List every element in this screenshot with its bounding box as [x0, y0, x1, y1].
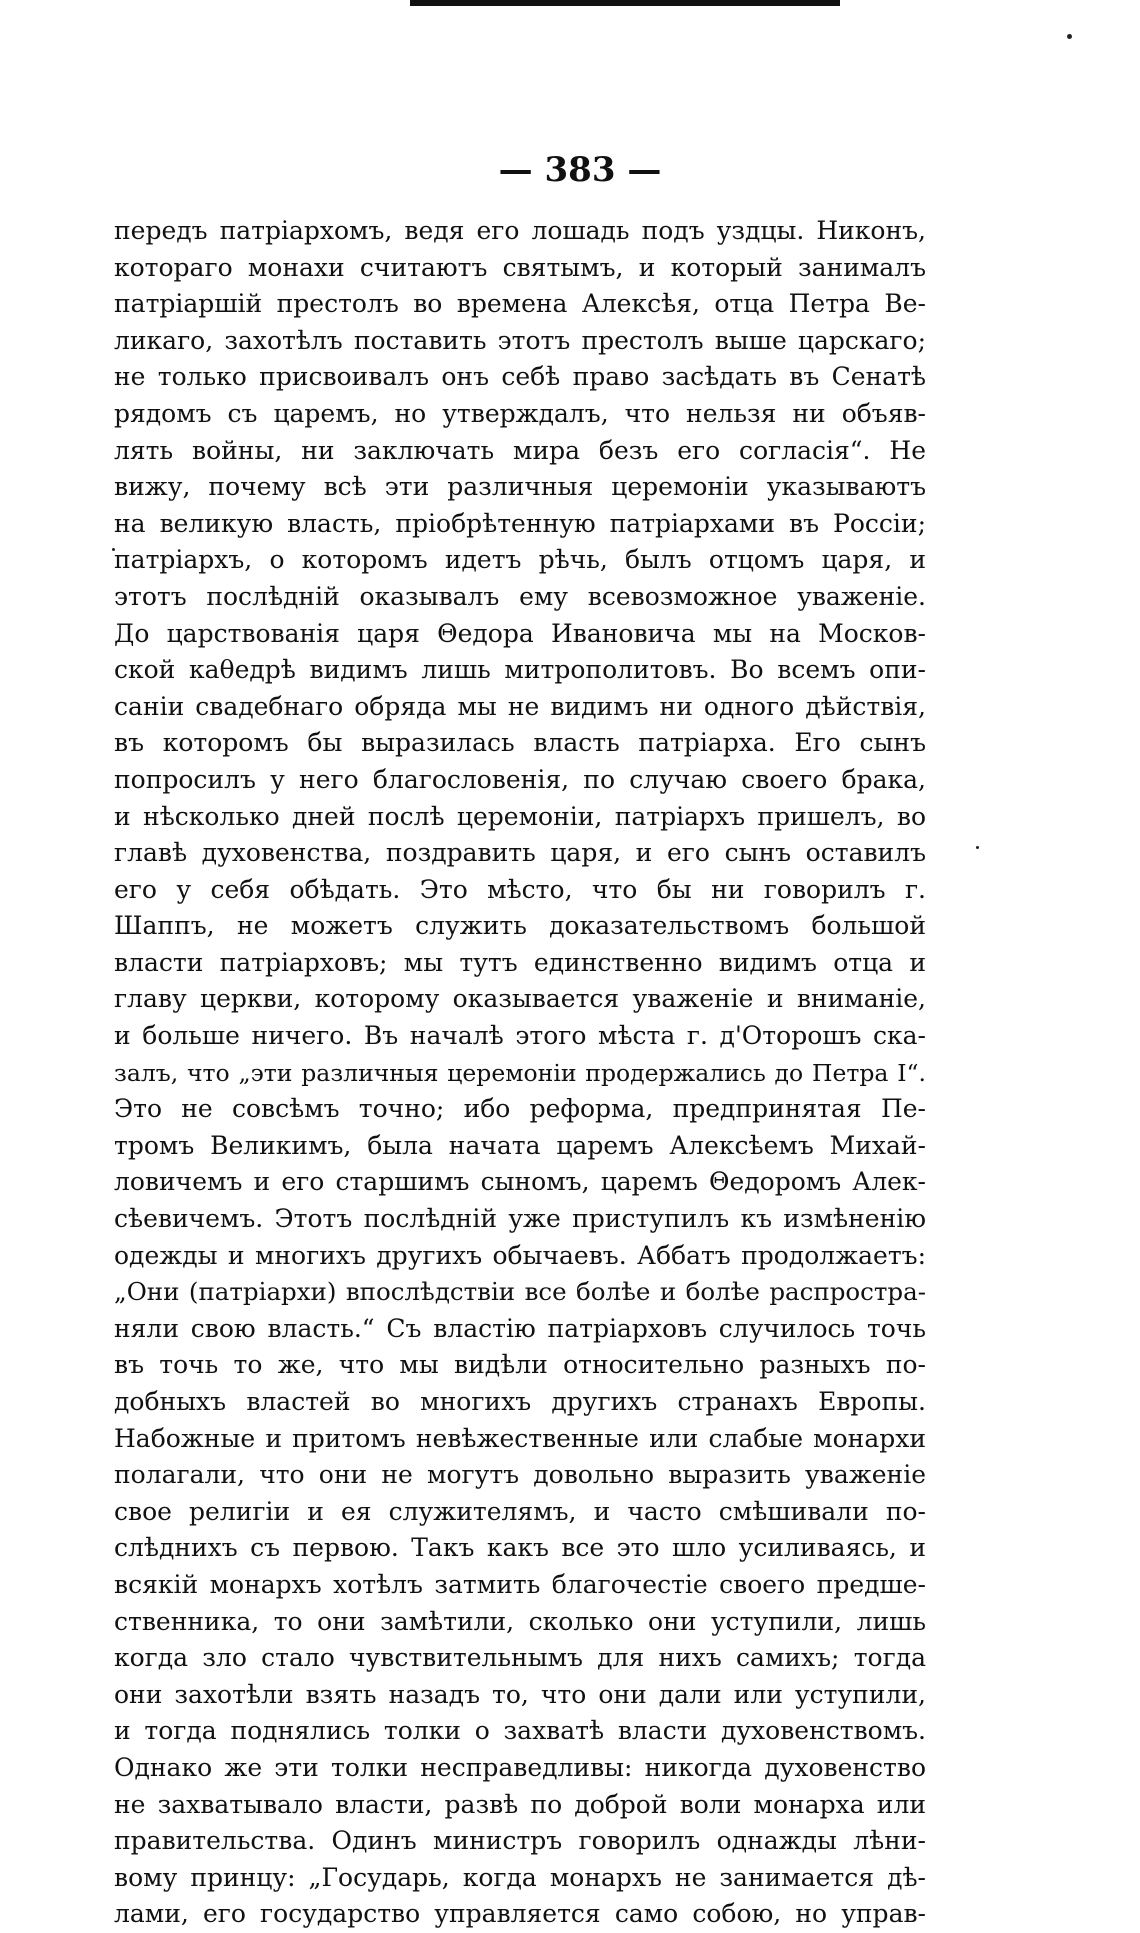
text-line: няли свою власть.“ Съ властію патріарховъ случилось точь	[114, 1313, 926, 1343]
text-line: передъ патріархомъ, ведя его лошадь подъ уздцы. Никонъ,	[114, 216, 926, 245]
text-line: вому принцу: „Государь, когда монархъ не занимается дѣ-	[114, 1862, 926, 1892]
text-line: полагали, что они не могутъ довольно выразить уваженіе	[114, 1460, 926, 1490]
text-line: этотъ послѣдній оказывалъ ему всевозможное уваженіе.	[114, 581, 926, 611]
text-line: лять войны, ни заключать мира безъ его согласія“. Не	[114, 435, 926, 465]
text-line: Это не совсѣмъ точно; ибо реформа, предпринятая Пе-	[114, 1094, 926, 1124]
text-line: ственника, то они замѣтили, сколько они уступили, лишь	[114, 1606, 926, 1636]
scan-speck	[1067, 34, 1072, 39]
text-line: и тогда поднялись толки о захватѣ власти духовенствомъ.	[114, 1716, 926, 1746]
text-line: добныхъ властей во многихъ другихъ странахъ Европы.	[114, 1387, 926, 1416]
text-line: попросилъ у него благословенія, по случаю своего брака,	[114, 764, 926, 794]
text-line: свое религіи и ея служителямъ, и часто смѣшивали по-	[114, 1496, 926, 1526]
text-line: „Они (патріархи) впослѣдствіи все болѣе и болѣе распростра-	[114, 1277, 926, 1307]
text-line: Однако же эти толки несправедливы: никогда духовенство	[114, 1752, 926, 1782]
text-line: сѣевичемъ. Этотъ послѣдній уже приступилъ къ измѣненію	[114, 1204, 926, 1234]
text-line: котораго монахи считаютъ святымъ, и который занималъ	[114, 252, 926, 282]
text-line: и больше ничего. Въ началѣ этого мѣста г. д'Оторошъ ска-	[114, 1021, 926, 1051]
body-text	[114, 213, 926, 1933]
text-line: они захотѣли взять назадъ то, что они дали или уступили,	[114, 1679, 926, 1709]
text-line: ликаго, захотѣлъ поставить этотъ престолъ выше царскаго;	[114, 325, 926, 355]
text-line: главу церкви, которому оказывается уваженіе и вниманіе,	[114, 984, 926, 1014]
text-line: залъ, что „эти различныя церемоніи продержались до Петра I“.	[114, 1058, 926, 1087]
text-line: одежды и многихъ другихъ обычаевъ. Аббатъ продолжаетъ:	[114, 1240, 926, 1270]
text-line: тромъ Великимъ, была начата царемъ Алексѣемъ Михай-	[114, 1130, 926, 1160]
text-line: въ точь то же, что мы видѣли относительно разныхъ по-	[114, 1350, 926, 1380]
text-line: рядомъ съ царемъ, но утверждалъ, что нельзя ни объяв-	[114, 398, 926, 428]
text-line: въ которомъ бы выразилась власть патріарха. Его сынъ	[114, 728, 926, 758]
text-line: лами, его государство управляется само собою, но управ-	[114, 1899, 926, 1929]
text-line: правительства. Одинъ министръ говорилъ однажды лѣни-	[114, 1826, 926, 1856]
text-line: всякій монархъ хотѣлъ затмить благочестіе своего предше-	[114, 1569, 926, 1599]
text-line: на великую власть, пріобрѣтенную патріархами въ Россіи;	[114, 508, 926, 538]
text-line: патріархъ, о которомъ идетъ рѣчь, былъ отцомъ царя, и	[114, 545, 926, 575]
scan-speck	[976, 846, 979, 849]
text-line: вижу, почему всѣ эти различныя церемоніи указываютъ	[114, 472, 926, 502]
text-line: патріаршій престолъ во времена Алексѣя, отца Петра Ве-	[114, 289, 926, 319]
text-line: власти патріарховъ; мы тутъ единственно видимъ отца и	[114, 947, 926, 977]
text-line: До царствованія царя Θедора Ивановича мы на Москов-	[114, 618, 926, 648]
page-number: — 383 —	[498, 150, 662, 190]
text-line: слѣднихъ съ первою. Такъ какъ все это шло усиливаясь, и	[114, 1533, 926, 1563]
text-line: не захватывало власти, развѣ по доброй воли монарха или	[114, 1789, 926, 1819]
text-line: главѣ духовенства, поздравить царя, и его сынъ оставилъ	[114, 838, 926, 868]
text-line: Шаппъ, не можетъ служить доказательствомъ большой	[114, 911, 926, 941]
text-line: его у себя обѣдать. Это мѣсто, что бы ни говорилъ г.	[114, 874, 926, 904]
top-rule	[410, 0, 840, 6]
text-line: не только присвоивалъ онъ себѣ право засѣдать въ Сенатѣ	[114, 362, 926, 392]
text-line: ловичемъ и его старшимъ сыномъ, царемъ Θедоромъ Алек-	[114, 1167, 926, 1197]
text-line: когда зло стало чувствительнымъ для нихъ самихъ; тогда	[114, 1643, 926, 1673]
text-line: саніи свадебнаго обряда мы не видимъ ни одного дѣйствія,	[114, 691, 926, 721]
text-line: и нѣсколько дней послѣ церемоніи, патріархъ пришелъ, во	[114, 801, 926, 831]
text-line: ской каθедрѣ видимъ лишь митрополитовъ. Во всемъ опи-	[114, 655, 926, 685]
text-line: Набожные и притомъ невѣжественные или слабые монархи	[114, 1423, 926, 1453]
